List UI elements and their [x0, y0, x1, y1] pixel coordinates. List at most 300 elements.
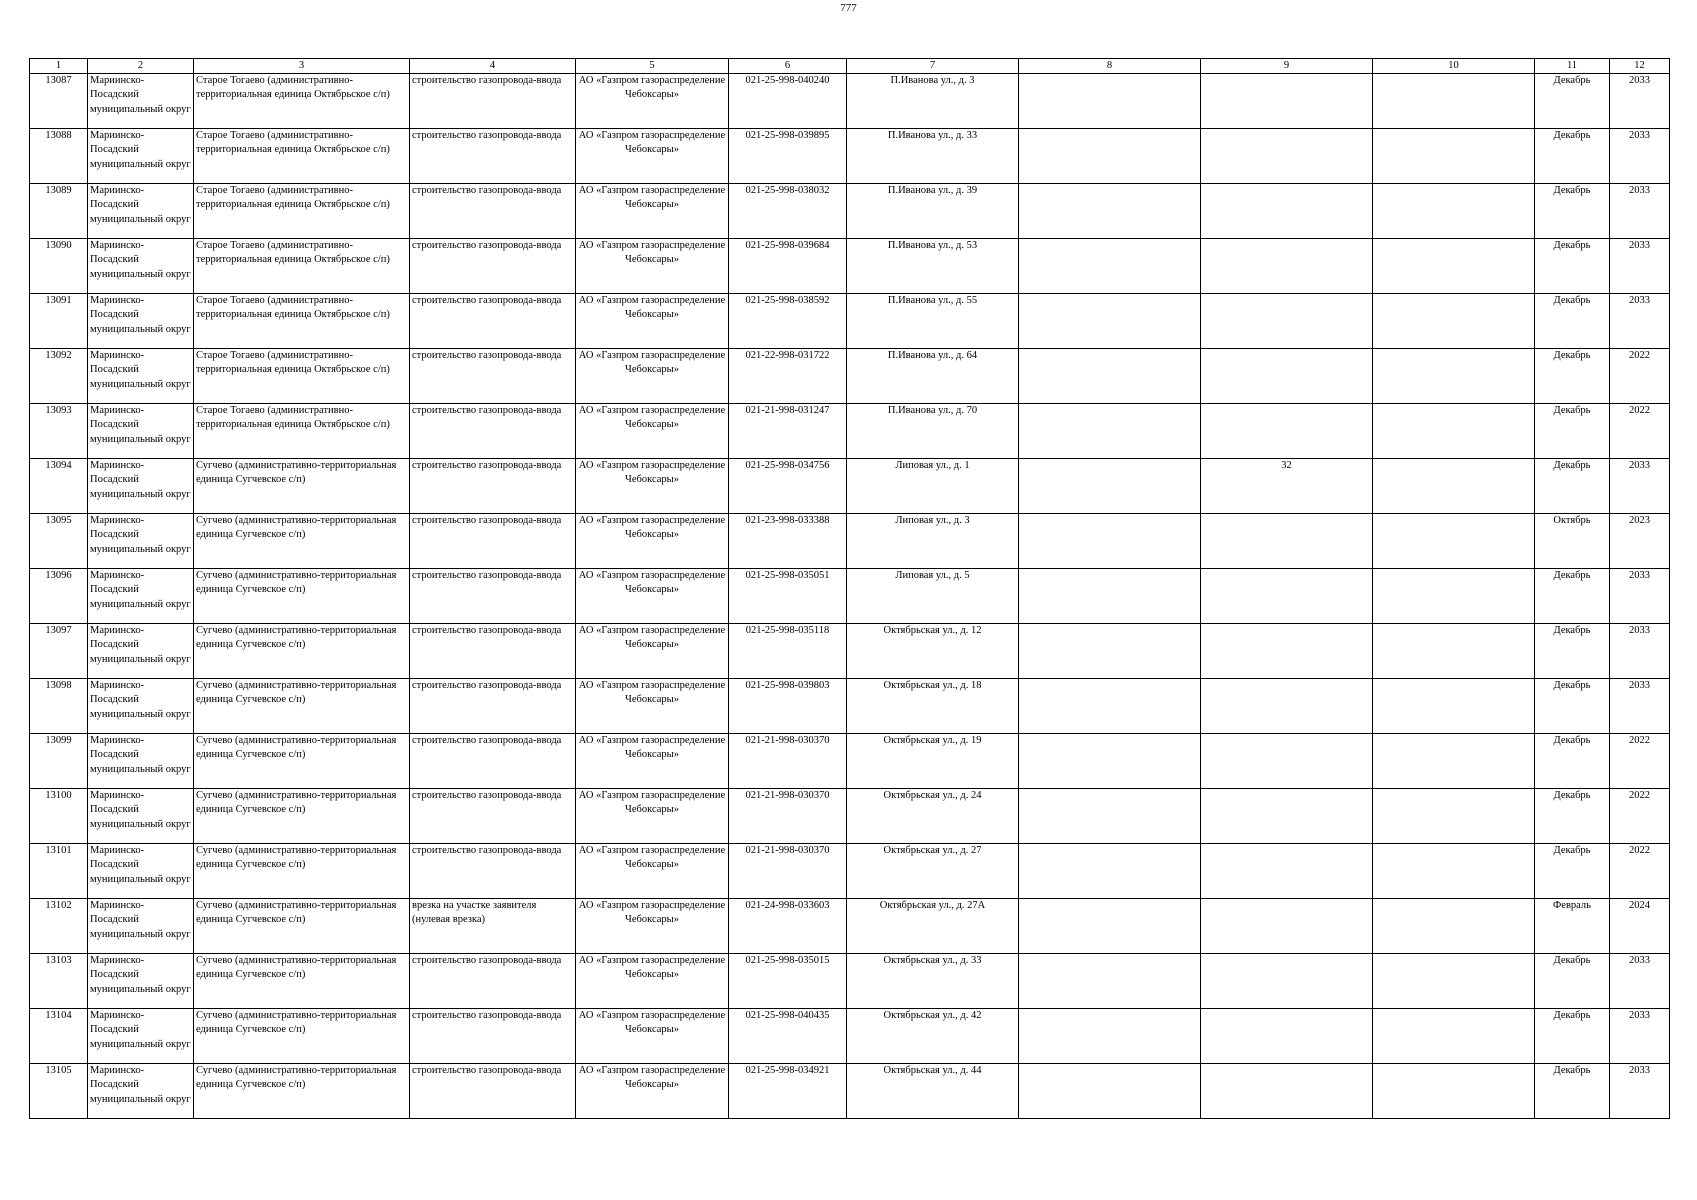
- cell-text: 2033: [1629, 75, 1650, 86]
- cell-text: Октябрьская ул., д. 44: [883, 1065, 982, 1076]
- cell-settlement: [194, 844, 410, 899]
- cell-text: 021-25-998-039895: [745, 130, 830, 141]
- cell-address: [847, 129, 1019, 184]
- cell-text: Декабрь: [1553, 680, 1591, 691]
- cell-month: [1535, 954, 1610, 1009]
- cell-organization: [576, 459, 729, 514]
- cell-col-9: [1201, 294, 1373, 349]
- cell-text: Октябрьская ул., д. 18: [883, 680, 982, 691]
- cell-settlement: [194, 404, 410, 459]
- cell-municipality: [88, 404, 194, 459]
- cell-organization: [576, 569, 729, 624]
- cell-text: Сугчево (административно-территориальная единица Сугчевское с/п): [196, 570, 397, 596]
- cell-text: Мариинско-Посадский муниципальный округ: [90, 515, 191, 555]
- cell-organization: [576, 844, 729, 899]
- cell-text: 2033: [1629, 625, 1650, 636]
- cell-work-type: [410, 569, 576, 624]
- cell-address: [847, 679, 1019, 734]
- cell-text: строительство газопровода-ввода: [412, 75, 562, 86]
- cell-address: [847, 349, 1019, 404]
- cell-text: Мариинско-Посадский муниципальный округ: [90, 1065, 191, 1105]
- cell-application-number: [729, 734, 847, 789]
- column-header: 12: [1610, 59, 1670, 74]
- cell-work-type: [410, 239, 576, 294]
- cell-col-8: [1019, 129, 1201, 184]
- page-number: 777: [840, 2, 857, 14]
- cell-text: Мариинско-Посадский муниципальный округ: [90, 900, 191, 940]
- cell-text: 2033: [1629, 1065, 1650, 1076]
- table-row: [30, 679, 1670, 734]
- table-row: [30, 349, 1670, 404]
- cell-text: строительство газопровода-ввода: [412, 1010, 562, 1021]
- cell-settlement: [194, 184, 410, 239]
- cell-address: [847, 404, 1019, 459]
- cell-text: Сугчево (административно-территориальная единица Сугчевское с/п): [196, 790, 397, 816]
- cell-text: АО «Газпром газораспределение Чебоксары»: [578, 845, 726, 871]
- cell-text: АО «Газпром газораспределение Чебоксары»: [578, 295, 726, 321]
- cell-col-8: [1019, 514, 1201, 569]
- cell-settlement: [194, 679, 410, 734]
- cell-col-8: [1019, 1009, 1201, 1064]
- cell-col-9: [1201, 459, 1373, 514]
- cell-text: 13088: [45, 130, 72, 141]
- cell-year: [1610, 954, 1670, 1009]
- cell-col-10: [1373, 899, 1535, 954]
- cell-row-number: [30, 74, 88, 129]
- cell-text: Октябрьская ул., д. 33: [883, 955, 982, 966]
- cell-address: [847, 459, 1019, 514]
- cell-text: Старое Тогаево (административно-территориальная единица Октябрьское с/п): [196, 350, 390, 376]
- cell-text: 13097: [45, 625, 72, 636]
- cell-col-10: [1373, 514, 1535, 569]
- cell-text: 2024: [1629, 900, 1650, 911]
- cell-text: Старое Тогаево (административно-территориальная единица Октябрьское с/п): [196, 75, 390, 101]
- cell-text: строительство газопровода-ввода: [412, 405, 562, 416]
- cell-address: [847, 184, 1019, 239]
- cell-text: строительство газопровода-ввода: [412, 845, 562, 856]
- table-row: [30, 789, 1670, 844]
- table-row: [30, 514, 1670, 569]
- cell-text: Сугчево (административно-территориальная единица Сугчевское с/п): [196, 955, 397, 981]
- cell-organization: [576, 954, 729, 1009]
- cell-municipality: [88, 1064, 194, 1119]
- cell-col-10: [1373, 624, 1535, 679]
- cell-col-8: [1019, 1064, 1201, 1119]
- cell-settlement: [194, 954, 410, 1009]
- cell-year: [1610, 899, 1670, 954]
- column-header: 6: [729, 59, 847, 74]
- cell-col-8: [1019, 844, 1201, 899]
- table-row: [30, 1064, 1670, 1119]
- cell-text: АО «Газпром газораспределение Чебоксары»: [578, 185, 726, 211]
- cell-text: Декабрь: [1553, 460, 1591, 471]
- cell-text: 2033: [1629, 240, 1650, 251]
- cell-municipality: [88, 899, 194, 954]
- table-row: [30, 624, 1670, 679]
- cell-col-10: [1373, 954, 1535, 1009]
- cell-application-number: [729, 1064, 847, 1119]
- cell-col-9: [1201, 1064, 1373, 1119]
- cell-text: АО «Газпром газораспределение Чебоксары»: [578, 790, 726, 816]
- cell-municipality: [88, 844, 194, 899]
- cell-month: [1535, 294, 1610, 349]
- cell-application-number: [729, 954, 847, 1009]
- cell-text: строительство газопровода-ввода: [412, 460, 562, 471]
- cell-col-8: [1019, 734, 1201, 789]
- cell-text: Липовая ул., д. 3: [895, 515, 970, 526]
- cell-work-type: [410, 734, 576, 789]
- cell-text: 13092: [45, 350, 72, 361]
- cell-settlement: [194, 514, 410, 569]
- cell-work-type: [410, 459, 576, 514]
- column-header: 10: [1373, 59, 1535, 74]
- cell-text: строительство газопровода-ввода: [412, 790, 562, 801]
- cell-text: 2022: [1629, 350, 1650, 361]
- cell-address: [847, 569, 1019, 624]
- cell-text: Декабрь: [1553, 1010, 1591, 1021]
- cell-application-number: [729, 129, 847, 184]
- cell-year: [1610, 844, 1670, 899]
- cell-text: 13091: [45, 295, 72, 306]
- cell-municipality: [88, 239, 194, 294]
- table-row: [30, 74, 1670, 129]
- cell-text: Сугчево (административно-территориальная единица Сугчевское с/п): [196, 735, 397, 761]
- cell-text: 021-25-998-035118: [745, 625, 830, 636]
- cell-year: [1610, 679, 1670, 734]
- cell-text: Мариинско-Посадский муниципальный округ: [90, 955, 191, 995]
- cell-work-type: [410, 184, 576, 239]
- cell-row-number: [30, 239, 88, 294]
- cell-settlement: [194, 239, 410, 294]
- cell-text: Старое Тогаево (административно-территориальная единица Октябрьское с/п): [196, 405, 390, 431]
- cell-text: Декабрь: [1553, 240, 1591, 251]
- cell-application-number: [729, 294, 847, 349]
- cell-col-9: [1201, 184, 1373, 239]
- cell-organization: [576, 734, 729, 789]
- cell-text: строительство газопровода-ввода: [412, 295, 562, 306]
- cell-col-9: [1201, 899, 1373, 954]
- cell-col-8: [1019, 624, 1201, 679]
- cell-month: [1535, 734, 1610, 789]
- cell-text: 13103: [45, 955, 72, 966]
- cell-settlement: [194, 569, 410, 624]
- cell-text: Декабрь: [1553, 295, 1591, 306]
- table-row: [30, 129, 1670, 184]
- cell-settlement: [194, 459, 410, 514]
- column-header: 4: [410, 59, 576, 74]
- cell-text: 021-25-998-039803: [745, 680, 830, 691]
- table-row: [30, 294, 1670, 349]
- cell-address: [847, 734, 1019, 789]
- cell-text: Липовая ул., д. 1: [895, 460, 970, 471]
- cell-year: [1610, 74, 1670, 129]
- cell-month: [1535, 129, 1610, 184]
- cell-municipality: [88, 129, 194, 184]
- cell-text: АО «Газпром газораспределение Чебоксары»: [578, 515, 726, 541]
- cell-text: 13101: [45, 845, 72, 856]
- cell-application-number: [729, 679, 847, 734]
- cell-col-9: [1201, 514, 1373, 569]
- cell-text: Декабрь: [1553, 350, 1591, 361]
- cell-municipality: [88, 789, 194, 844]
- cell-row-number: [30, 624, 88, 679]
- cell-text: Октябрь: [1553, 515, 1591, 526]
- table-header: [30, 59, 1670, 74]
- cell-organization: [576, 624, 729, 679]
- cell-col-9: [1201, 349, 1373, 404]
- cell-application-number: [729, 74, 847, 129]
- cell-settlement: [194, 349, 410, 404]
- cell-col-8: [1019, 789, 1201, 844]
- cell-col-10: [1373, 844, 1535, 899]
- cell-col-8: [1019, 954, 1201, 1009]
- cell-text: АО «Газпром газораспределение Чебоксары»: [578, 900, 726, 926]
- cell-settlement: [194, 1009, 410, 1064]
- cell-text: Старое Тогаево (административно-территориальная единица Октябрьское с/п): [196, 130, 390, 156]
- cell-text: Сугчево (административно-территориальная единица Сугчевское с/п): [196, 460, 397, 486]
- cell-month: [1535, 624, 1610, 679]
- cell-col-10: [1373, 129, 1535, 184]
- cell-col-9: [1201, 74, 1373, 129]
- cell-text: Сугчево (административно-территориальная единица Сугчевское с/п): [196, 680, 397, 706]
- cell-year: [1610, 184, 1670, 239]
- cell-text: 2033: [1629, 185, 1650, 196]
- cell-col-9: [1201, 954, 1373, 1009]
- cell-row-number: [30, 1064, 88, 1119]
- cell-text: П.Иванова ул., д. 33: [887, 130, 978, 141]
- cell-organization: [576, 129, 729, 184]
- table-row: [30, 734, 1670, 789]
- cell-col-8: [1019, 569, 1201, 624]
- table-row: [30, 1009, 1670, 1064]
- cell-text: 13102: [45, 900, 72, 911]
- cell-address: [847, 74, 1019, 129]
- cell-text: строительство газопровода-ввода: [412, 680, 562, 691]
- cell-text: строительство газопровода-ввода: [412, 735, 562, 746]
- cell-text: строительство газопровода-ввода: [412, 625, 562, 636]
- cell-col-9: [1201, 734, 1373, 789]
- cell-text: Мариинско-Посадский муниципальный округ: [90, 75, 191, 115]
- cell-month: [1535, 74, 1610, 129]
- cell-month: [1535, 459, 1610, 514]
- cell-year: [1610, 1009, 1670, 1064]
- cell-text: 13089: [45, 185, 72, 196]
- cell-organization: [576, 294, 729, 349]
- cell-col-8: [1019, 239, 1201, 294]
- cell-text: 2033: [1629, 460, 1650, 471]
- cell-col-10: [1373, 679, 1535, 734]
- cell-col-8: [1019, 459, 1201, 514]
- cell-text: П.Иванова ул., д. 64: [887, 350, 978, 361]
- cell-text: АО «Газпром газораспределение Чебоксары»: [578, 955, 726, 981]
- cell-text: АО «Газпром газораспределение Чебоксары»: [578, 1010, 726, 1036]
- cell-organization: [576, 74, 729, 129]
- cell-work-type: [410, 789, 576, 844]
- cell-col-10: [1373, 239, 1535, 294]
- cell-col-8: [1019, 294, 1201, 349]
- cell-year: [1610, 404, 1670, 459]
- cell-text: П.Иванова ул., д. 3: [890, 75, 975, 86]
- cell-text: врезка на участке заявителя (нулевая врезка): [412, 900, 537, 926]
- cell-text: 13093: [45, 405, 72, 416]
- cell-text: П.Иванова ул., д. 70: [887, 405, 978, 416]
- cell-month: [1535, 899, 1610, 954]
- cell-text: Сугчево (административно-территориальная единица Сугчевское с/п): [196, 625, 397, 651]
- cell-text: 021-25-998-034756: [745, 460, 830, 471]
- cell-month: [1535, 239, 1610, 294]
- cell-work-type: [410, 844, 576, 899]
- cell-text: АО «Газпром газораспределение Чебоксары»: [578, 75, 726, 101]
- cell-work-type: [410, 74, 576, 129]
- cell-organization: [576, 789, 729, 844]
- cell-work-type: [410, 129, 576, 184]
- cell-year: [1610, 349, 1670, 404]
- cell-col-8: [1019, 404, 1201, 459]
- cell-organization: [576, 899, 729, 954]
- cell-col-9: [1201, 844, 1373, 899]
- cell-text: АО «Газпром газораспределение Чебоксары»: [578, 350, 726, 376]
- cell-col-9: [1201, 569, 1373, 624]
- cell-settlement: [194, 74, 410, 129]
- table-row: [30, 844, 1670, 899]
- cell-row-number: [30, 844, 88, 899]
- cell-row-number: [30, 734, 88, 789]
- table-row: [30, 954, 1670, 1009]
- cell-text: Липовая ул., д. 5: [895, 570, 970, 581]
- cell-text: 021-25-998-038592: [745, 295, 830, 306]
- cell-work-type: [410, 349, 576, 404]
- cell-work-type: [410, 899, 576, 954]
- cell-row-number: [30, 514, 88, 569]
- cell-month: [1535, 1064, 1610, 1119]
- cell-application-number: [729, 184, 847, 239]
- cell-municipality: [88, 954, 194, 1009]
- cell-row-number: [30, 294, 88, 349]
- cell-address: [847, 514, 1019, 569]
- cell-text: 2023: [1629, 515, 1650, 526]
- cell-col-10: [1373, 184, 1535, 239]
- cell-text: АО «Газпром газораспределение Чебоксары»: [578, 240, 726, 266]
- cell-work-type: [410, 954, 576, 1009]
- column-header: 9: [1201, 59, 1373, 74]
- cell-col-10: [1373, 459, 1535, 514]
- cell-text: 13095: [45, 515, 72, 526]
- table-row: [30, 184, 1670, 239]
- cell-text: Декабрь: [1553, 405, 1591, 416]
- cell-text: 13099: [45, 735, 72, 746]
- cell-col-9: [1201, 129, 1373, 184]
- cell-row-number: [30, 569, 88, 624]
- cell-organization: [576, 1009, 729, 1064]
- cell-text: строительство газопровода-ввода: [412, 1065, 562, 1076]
- cell-application-number: [729, 1009, 847, 1064]
- cell-work-type: [410, 679, 576, 734]
- cell-text: Октябрьская ул., д. 27А: [879, 900, 986, 911]
- cell-address: [847, 844, 1019, 899]
- cell-organization: [576, 349, 729, 404]
- cell-address: [847, 624, 1019, 679]
- cell-text: строительство газопровода-ввода: [412, 240, 562, 251]
- cell-row-number: [30, 349, 88, 404]
- cell-text: 021-21-998-030370: [745, 735, 830, 746]
- data-table: [29, 58, 1670, 1119]
- cell-text: АО «Газпром газораспределение Чебоксары»: [578, 1065, 726, 1091]
- cell-municipality: [88, 459, 194, 514]
- table-row: [30, 459, 1670, 514]
- cell-text: АО «Газпром газораспределение Чебоксары»: [578, 625, 726, 651]
- cell-text: 2022: [1629, 405, 1650, 416]
- cell-text: Сугчево (административно-территориальная единица Сугчевское с/п): [196, 1010, 397, 1036]
- cell-text: Февраль: [1553, 900, 1591, 911]
- column-header: 7: [847, 59, 1019, 74]
- cell-text: Сугчево (административно-территориальная единица Сугчевское с/п): [196, 1065, 397, 1091]
- cell-text: 13096: [45, 570, 72, 581]
- cell-text: 13090: [45, 240, 72, 251]
- cell-address: [847, 954, 1019, 1009]
- cell-text: Старое Тогаево (административно-территориальная единица Октябрьское с/п): [196, 295, 390, 321]
- cell-application-number: [729, 349, 847, 404]
- cell-application-number: [729, 404, 847, 459]
- cell-year: [1610, 734, 1670, 789]
- column-header: 8: [1019, 59, 1201, 74]
- cell-work-type: [410, 1009, 576, 1064]
- cell-col-10: [1373, 1064, 1535, 1119]
- cell-year: [1610, 569, 1670, 624]
- cell-settlement: [194, 294, 410, 349]
- cell-month: [1535, 844, 1610, 899]
- cell-text: 13098: [45, 680, 72, 691]
- cell-text: Мариинско-Посадский муниципальный округ: [90, 350, 191, 390]
- cell-col-10: [1373, 294, 1535, 349]
- cell-text: Декабрь: [1553, 75, 1591, 86]
- cell-text: 2033: [1629, 570, 1650, 581]
- cell-organization: [576, 1064, 729, 1119]
- cell-municipality: [88, 569, 194, 624]
- cell-text: П.Иванова ул., д. 53: [887, 240, 978, 251]
- cell-application-number: [729, 239, 847, 294]
- cell-settlement: [194, 734, 410, 789]
- cell-col-8: [1019, 74, 1201, 129]
- cell-work-type: [410, 1064, 576, 1119]
- cell-month: [1535, 569, 1610, 624]
- cell-col-10: [1373, 1009, 1535, 1064]
- cell-col-9: [1201, 239, 1373, 294]
- cell-work-type: [410, 294, 576, 349]
- cell-text: Октябрьская ул., д. 27: [883, 845, 982, 856]
- cell-col-8: [1019, 184, 1201, 239]
- cell-application-number: [729, 569, 847, 624]
- cell-settlement: [194, 129, 410, 184]
- cell-row-number: [30, 679, 88, 734]
- cell-col-8: [1019, 679, 1201, 734]
- cell-month: [1535, 349, 1610, 404]
- cell-text: 021-22-998-031722: [745, 350, 830, 361]
- cell-text: АО «Газпром газораспределение Чебоксары»: [578, 460, 726, 486]
- cell-text: 021-25-998-039684: [745, 240, 830, 251]
- cell-text: Сугчево (административно-территориальная единица Сугчевское с/п): [196, 515, 397, 541]
- cell-col-9: [1201, 679, 1373, 734]
- cell-row-number: [30, 129, 88, 184]
- cell-col-8: [1019, 349, 1201, 404]
- cell-settlement: [194, 899, 410, 954]
- cell-text: 13087: [45, 75, 72, 86]
- cell-month: [1535, 184, 1610, 239]
- cell-application-number: [729, 899, 847, 954]
- cell-organization: [576, 184, 729, 239]
- cell-municipality: [88, 74, 194, 129]
- cell-application-number: [729, 459, 847, 514]
- cell-municipality: [88, 679, 194, 734]
